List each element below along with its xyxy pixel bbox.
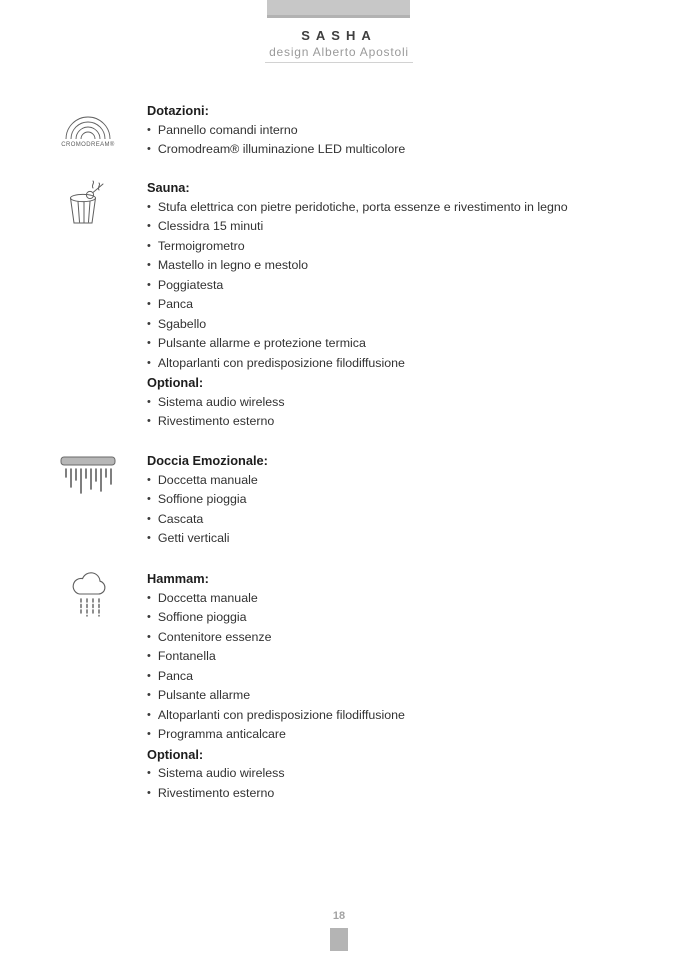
bullet: • xyxy=(147,356,151,369)
list-item xyxy=(147,393,647,413)
optional-heading: Optional: xyxy=(147,375,204,390)
bullet: • xyxy=(147,630,151,643)
list-item-text: Panca xyxy=(157,668,193,683)
bullet: • xyxy=(147,591,151,604)
optional-heading: Optional: xyxy=(147,746,204,762)
bullet: • xyxy=(147,200,151,213)
bullet: • xyxy=(147,239,151,252)
list-item-text: Sistema audio wireless xyxy=(157,394,285,409)
list-item-text: Poggiatesta xyxy=(157,277,224,292)
list-item-text: Panca xyxy=(157,297,193,311)
list-item xyxy=(147,628,647,648)
shower-icon xyxy=(58,453,118,499)
bullet: • xyxy=(147,786,151,799)
section-heading: Hammam: xyxy=(147,571,209,586)
cromodream-icon-caption: CROMODREAM® xyxy=(61,142,115,148)
list-item-text: Doccetta manuale xyxy=(157,472,258,487)
cromodream-icon xyxy=(56,113,120,148)
list-item xyxy=(147,315,647,335)
bullet: • xyxy=(147,395,151,408)
list-item-text: Stufa elettrica con pietre peridotiche, porta essenze e rivestimento in legno xyxy=(157,199,568,214)
sauna-bucket-glyph xyxy=(66,179,110,229)
bullet: • xyxy=(147,220,151,232)
list-item-text: Sgabello xyxy=(157,316,207,331)
bullet: • xyxy=(147,767,151,779)
list-item xyxy=(147,510,647,530)
list-item-text: Pulsante allarme e protezione termica xyxy=(157,336,366,350)
list-item-text: Pannello comandi interno xyxy=(157,122,298,137)
list-item xyxy=(147,608,647,628)
rainbow-arcs-icon xyxy=(62,113,114,141)
section-dotazioni xyxy=(147,101,647,160)
optional-item-list xyxy=(147,764,647,803)
list-item-text: Getti verticali xyxy=(157,531,230,545)
list-item-text: Rivestimento esterno xyxy=(157,414,275,428)
list-item-text: Soffione pioggia xyxy=(157,492,247,506)
list-item-text: Soffione pioggia xyxy=(157,610,247,624)
bullet: • xyxy=(147,278,151,291)
list-item-text: Altoparlanti con predisposizione filodiffusione xyxy=(157,355,405,370)
list-item xyxy=(147,412,647,432)
list-item xyxy=(147,276,647,296)
list-item xyxy=(147,237,647,257)
bullet: • xyxy=(147,728,151,740)
section-item-list xyxy=(147,198,647,374)
list-item xyxy=(147,217,647,237)
list-item xyxy=(147,706,647,726)
bullet: • xyxy=(147,669,151,682)
shower-head-glyph xyxy=(59,453,117,499)
section-heading: Dotazioni: xyxy=(147,103,209,118)
list-item-text: Cascata xyxy=(157,511,204,526)
sauna-bucket-icon xyxy=(64,179,112,229)
list-item xyxy=(147,529,647,549)
section-sauna xyxy=(147,178,647,432)
section-item-list xyxy=(147,589,647,745)
section-item-list xyxy=(147,121,647,160)
footer-block xyxy=(330,928,348,951)
list-item xyxy=(147,667,647,687)
list-item-text: Contenitore essenze xyxy=(157,629,272,644)
list-item xyxy=(147,784,647,804)
bullet: • xyxy=(147,317,151,330)
bullet: • xyxy=(147,708,151,721)
list-item xyxy=(147,471,647,491)
section-heading: Sauna: xyxy=(147,180,190,195)
bullet: • xyxy=(147,532,151,544)
bullet: • xyxy=(147,611,151,623)
list-item-text: Mastello in legno e mestolo xyxy=(157,258,309,272)
list-item-text: Rivestimento esterno xyxy=(157,785,275,800)
list-item-text: Clessidra 15 minuti xyxy=(157,219,264,233)
section-doccia-emozionale xyxy=(147,451,647,549)
page-subtitle: design Alberto Apostoli xyxy=(269,45,409,59)
bullet: • xyxy=(147,493,151,505)
list-item-text: Fontanella xyxy=(157,649,216,663)
bullet: • xyxy=(147,512,151,525)
list-item-text: Termoigrometro xyxy=(157,238,245,253)
list-item xyxy=(147,140,647,160)
optional-item-list xyxy=(147,393,647,432)
section-hammam xyxy=(147,569,647,803)
list-item xyxy=(147,121,647,141)
list-item-text: Altoparlanti con predisposizione filodiffusione xyxy=(157,707,405,722)
list-item xyxy=(147,334,647,354)
list-item-text: Sistema audio wireless xyxy=(157,766,285,780)
bullet: • xyxy=(147,259,151,271)
list-item-text: Programma anticalcare xyxy=(157,727,286,741)
list-item xyxy=(147,490,647,510)
bullet: • xyxy=(147,650,151,662)
section-item-list xyxy=(147,471,647,549)
bullet: • xyxy=(147,473,151,486)
bullet: • xyxy=(147,415,151,427)
list-item xyxy=(147,686,647,706)
bullet: • xyxy=(147,298,151,310)
bullet: • xyxy=(147,337,151,349)
page-title: SASHA xyxy=(301,28,377,43)
list-item xyxy=(147,647,647,667)
list-item-text: Cromodream® illuminazione LED multicolore xyxy=(157,142,406,156)
cloud-steam-glyph xyxy=(66,570,112,622)
header-divider xyxy=(265,62,413,63)
list-item xyxy=(147,198,647,218)
list-item xyxy=(147,589,647,609)
header-bar xyxy=(267,0,410,18)
list-item xyxy=(147,354,647,374)
list-item xyxy=(147,725,647,745)
bullet: • xyxy=(147,143,151,155)
list-item-text: Doccetta manuale xyxy=(157,590,258,605)
bullet: • xyxy=(147,689,151,701)
steam-cloud-icon xyxy=(64,570,114,622)
list-item-text: Pulsante allarme xyxy=(157,688,251,702)
page-number: 18 xyxy=(332,910,346,922)
section-heading: Doccia Emozionale: xyxy=(147,453,268,468)
list-item xyxy=(147,295,647,315)
bullet: • xyxy=(147,123,151,136)
list-item xyxy=(147,764,647,784)
list-item xyxy=(147,256,647,276)
